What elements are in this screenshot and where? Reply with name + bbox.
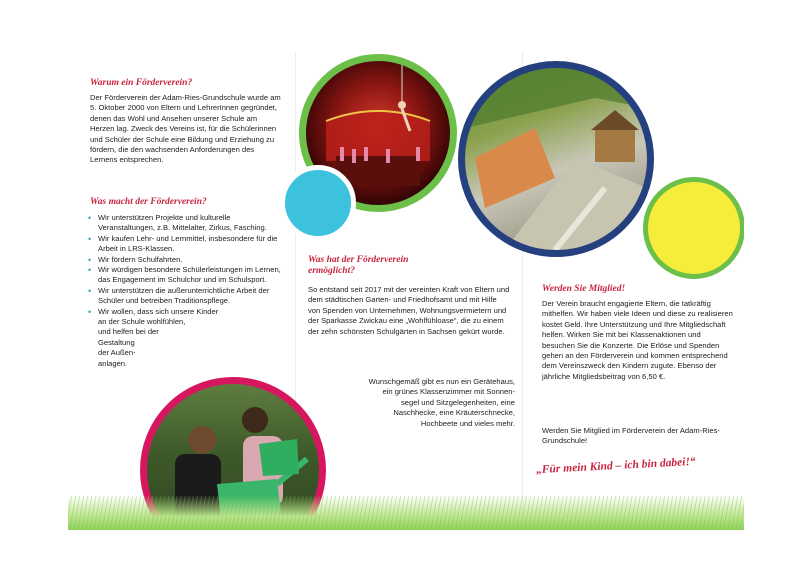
- list-item: • Wir würdigen besondere Schülerleistungen im Lernen, das Engagement im Schulchor und im Schulsport.: [86, 265, 284, 286]
- join-paragraph: Werden Sie Mitglied im Förderverein der Adam-Ries-Grundschule!: [542, 426, 720, 446]
- paragraph-line: ein grünes Klassenzimmer mit Sonnen-: [382, 387, 515, 397]
- facilities-paragraph: [315, 377, 515, 429]
- list-item-line: Wir wollen, dass sich unsere Kinder: [98, 306, 219, 316]
- heading-mitglied: Werden Sie Mitglied!: [542, 284, 626, 294]
- grass-border: [68, 496, 744, 530]
- paragraph-line: segel und Sitzgelegenheiten, eine: [401, 397, 515, 407]
- heading-line: Was hat der Förderverein: [308, 255, 409, 265]
- list-item: [86, 307, 284, 369]
- garden-illustration: [465, 68, 647, 250]
- heading-was-macht: Was macht der Förderverein?: [90, 197, 207, 207]
- list-item-line: Gestaltung: [98, 337, 135, 347]
- list-item: • Wir unterstützen Projekte und kulturelle Veranstaltungen, z.B. Mittelalter, Zirkus, Fasching.: [86, 213, 284, 234]
- list-item: • Wir fördern Schulfahrten.: [86, 255, 284, 265]
- intro-paragraph: Der Förderverein der Adam-Ries-Grundschule wurde am 5. Oktober 2000 von Eltern und LehrerInnen gegründet, denen das Wohl und Ansehen unserer Schule am Herzen lag. Zweck des Vereins ist, für die Schülerinnen und Schüler der Schule eine Bildung und Erziehung zu fördern, die den wachsenden Anforderungen des Lernens entsprechen.: [90, 93, 281, 165]
- paragraph-line: Naschhecke, eine Kräuterschnecke,: [393, 408, 515, 418]
- activity-list: [86, 213, 284, 369]
- decor-dot-cyan: [280, 165, 356, 241]
- flyer-sheet: [68, 52, 744, 530]
- list-item: • Wir unterstützen die außerunterrichtliche Arbeit der Schüler und betreiben Traditionspflege.: [86, 286, 284, 307]
- list-item-line: der Außen-: [98, 348, 136, 358]
- list-item: • Wir kaufen Lehr- und Lernmittel, insbesondere für die Arbeit in LRS-Klassen.: [86, 234, 284, 255]
- decor-dot-yellow: [643, 177, 744, 279]
- heading-ermoeglicht: [308, 255, 408, 277]
- slogan: „Für mein Kind – ich bin dabei!“: [535, 455, 696, 477]
- garden-paragraph: So entstand seit 2017 mit der vereinten Kraft von Eltern und dem städtischen Garten- und Friedhofsamt und mit Hilfe von Spenden von Unternehmen, Wohnungsvermietern und der Sparkasse Zwickau eine „Wohlfühloase“, die zu einem der zehn schönsten Schulgärten in Sachsen gekürt wurde.: [308, 285, 510, 336]
- paragraph-line: Hochbeete und vieles mehr.: [420, 418, 515, 428]
- heading-line: ermöglicht?: [308, 266, 355, 276]
- list-item-line: und helfen bei der: [98, 327, 159, 337]
- list-item-line: an der Schule wohlfühlen,: [98, 317, 186, 327]
- garden-photo: [458, 61, 654, 257]
- list-item-line: anlagen.: [98, 358, 128, 368]
- membership-paragraph: Der Verein braucht engagierte Eltern, die tatkräftig mithelfen. Wir haben viele Ideen und diese zu realisieren kostet Geld. Ihre Unterstützung und Ihre Mitgliedschaft helfen. Wirken Sie mit bei Klassenaktionen und besuchen Sie die Konzerte. Die Erlöse und Spenden gehen an den Förderverein und kommen entsprechend dem Vereinszweck den Kindern zugute. Ebenso der jährliche Mitgliedsbeitrag von 6,50 €.: [542, 299, 733, 381]
- paragraph-line: Wunschgemäß gibt es nun ein Gerätehaus,: [368, 377, 515, 386]
- heading-warum: Warum ein Förderverein?: [90, 78, 193, 88]
